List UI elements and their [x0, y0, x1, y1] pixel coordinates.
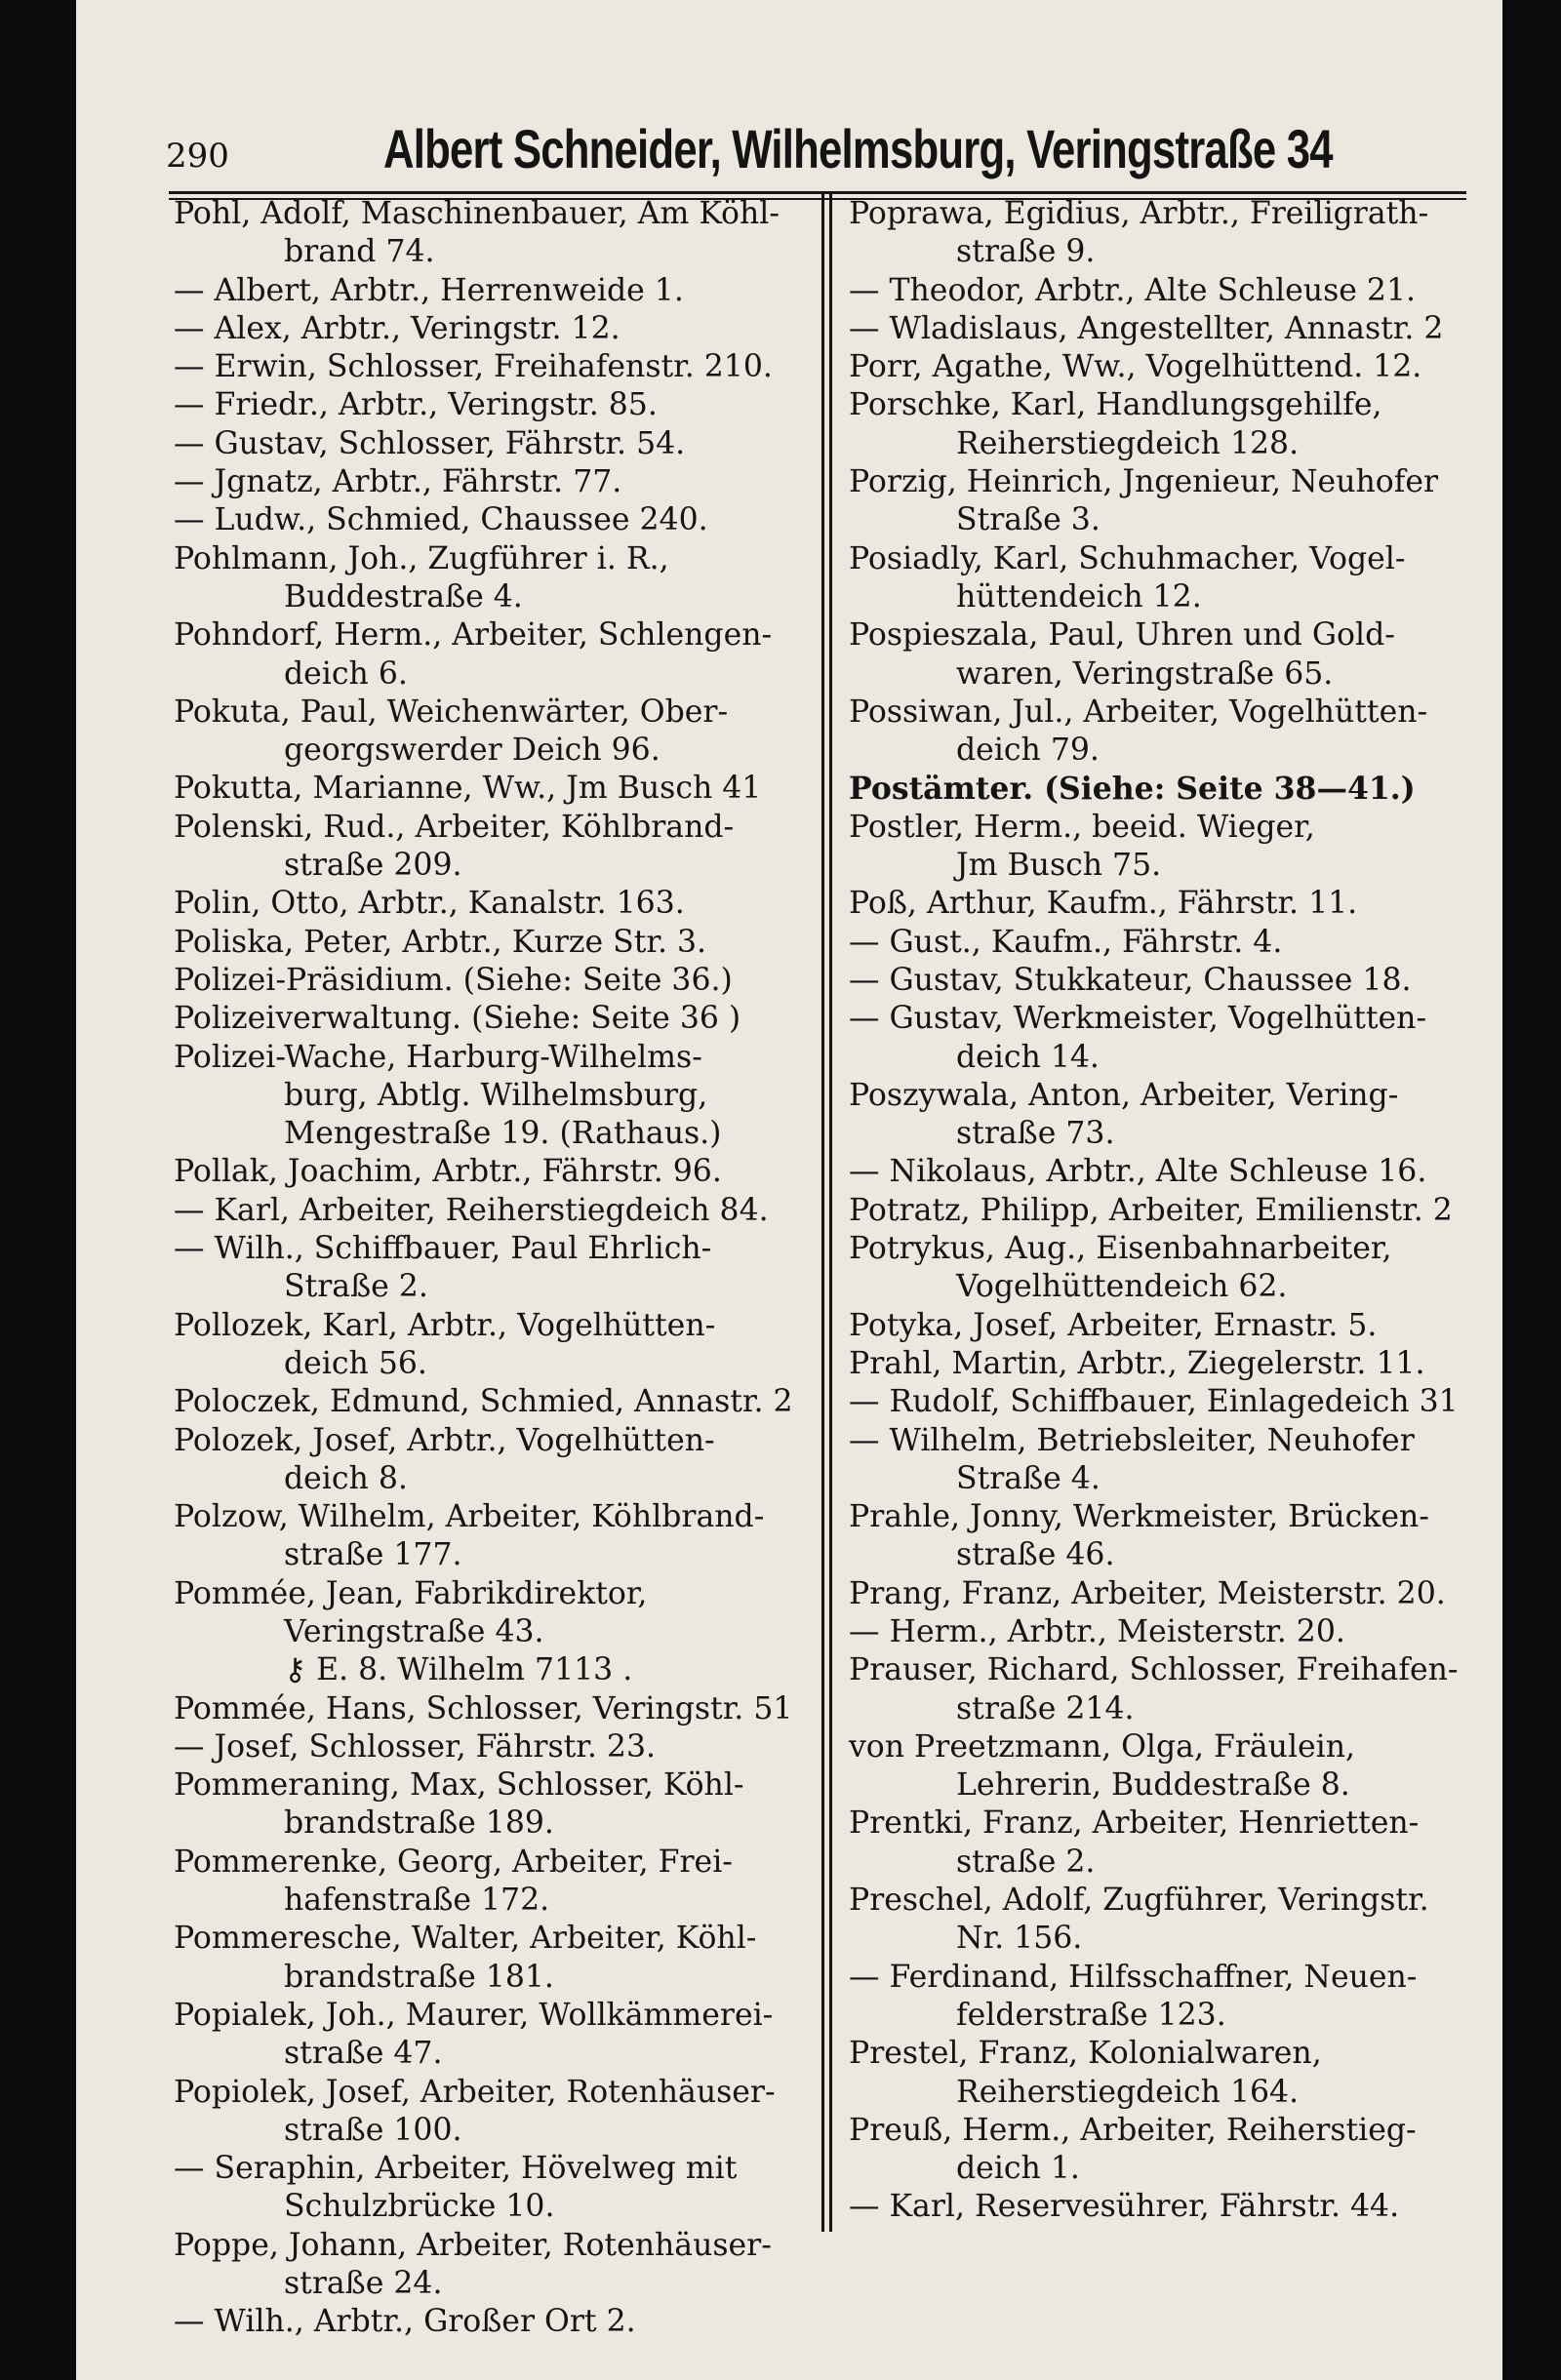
directory-entry: — Theodor, Arbtr., Alte Schleuse 21.	[849, 272, 1416, 308]
directory-entry: — Karl, Reservesührer, Fährstr. 44.	[849, 2189, 1400, 2225]
directory-entry: Pollozek, Karl, Arbtr., Vogelhütten- deich 56.	[174, 1307, 716, 1381]
directory-entry: Pohl, Adolf, Maschinenbauer, Am Köhl- brand 74.	[174, 196, 780, 270]
running-title: Albert Schneider, Wilhelmsburg, Veringstraße 34	[383, 118, 1333, 179]
directory-entry: Porr, Agathe, Ww., Vogelhüttend. 12.	[849, 349, 1422, 385]
directory-entry: — Nikolaus, Arbtr., Alte Schleuse 16.	[849, 1154, 1427, 1190]
directory-entry: Pospieszala, Paul, Uhren und Gold- waren, Veringstraße 65.	[849, 617, 1395, 692]
directory-entry: Poliska, Peter, Arbtr., Kurze Str. 3.	[174, 924, 707, 960]
directory-entry: Polzow, Wilhelm, Arbeiter, Köhlbrand- straße 177.	[174, 1499, 765, 1573]
directory-entry: — Wladislaus, Angestellter, Annastr. 2	[849, 310, 1444, 346]
header-rule-top	[169, 191, 1466, 194]
directory-entry: — Albert, Arbtr., Herrenweide 1.	[174, 272, 684, 308]
left-column	[174, 195, 891, 2342]
directory-entry: Polizei-Wache, Harburg-Wilhelms- burg, Abtlg. Wilhelmsburg, Mengestraße 19. (Rathaus.)	[174, 1039, 722, 1152]
directory-entry: — Wilhelm, Betriebsleiter, Neuhofer Straße 4.	[849, 1422, 1415, 1496]
right-column	[849, 195, 1502, 2227]
directory-entry: Prestel, Franz, Kolonialwaren, Reiherstiegdeich 164.	[849, 2036, 1322, 2110]
directory-entry: — Wilh., Arbtr., Großer Ort 2.	[174, 2304, 636, 2340]
directory-entry: Poß, Arthur, Kaufm., Fährstr. 11.	[849, 886, 1358, 922]
directory-entry: Postler, Herm., beeid. Wieger, Jm Busch 75.	[849, 809, 1315, 884]
directory-entry: Potratz, Philipp, Arbeiter, Emilienstr. 2	[849, 1192, 1453, 1228]
directory-entry: — Rudolf, Schiffbauer, Einlagedeich 31	[849, 1384, 1459, 1420]
directory-entry: — Karl, Arbeiter, Reiherstiegdeich 84.	[174, 1192, 769, 1228]
directory-entry: — Erwin, Schlosser, Freihafenstr. 210.	[174, 349, 773, 385]
directory-entry: Pommerenke, Georg, Arbeiter, Frei- hafenstraße 172.	[174, 1844, 733, 1919]
directory-entry: — Gust., Kaufm., Fährstr. 4.	[849, 924, 1283, 960]
directory-entry: von Preetzmann, Olga, Fräulein, Lehrerin, Buddestraße 8.	[849, 1728, 1356, 1804]
directory-entry: — Wilh., Schiffbauer, Paul Ehrlich- Straße 2.	[174, 1231, 712, 1305]
directory-entry: Poprawa, Egidius, Arbtr., Freiligrath- straße 9.	[849, 196, 1429, 270]
directory-entry: Pokutta, Marianne, Ww., Jm Busch 41	[174, 771, 762, 807]
directory-entry: Poszywala, Anton, Arbeiter, Vering- straße 73.	[849, 1077, 1399, 1152]
page-number: 290	[166, 137, 229, 176]
directory-entry: Polozek, Josef, Arbtr., Vogelhütten- deich 8.	[174, 1422, 715, 1496]
directory-entry: Pohlmann, Joh., Zugführer i. R., Buddestraße 4.	[174, 540, 669, 615]
directory-entry: Prahle, Jonny, Werkmeister, Brücken- straße 46.	[849, 1499, 1429, 1573]
directory-entry: Pokuta, Paul, Weichenwärter, Ober- georgswerder Deich 96.	[174, 694, 729, 769]
directory-entry: Prauser, Richard, Schlosser, Freihafen- straße 214.	[849, 1652, 1459, 1726]
page-header	[76, 109, 1502, 187]
directory-entry: Pommeresche, Walter, Arbeiter, Köhl- brandstraße 181.	[174, 1921, 757, 1995]
directory-entry: Polenski, Rud., Arbeiter, Köhlbrand- straße 209.	[174, 809, 735, 884]
directory-entry: Preschel, Adolf, Zugführer, Veringstr. Nr. 156.	[849, 1883, 1429, 1957]
directory-entry: Preuß, Herm., Arbeiter, Reiherstieg- deich 1.	[849, 2112, 1417, 2187]
directory-entry: Porzig, Heinrich, Jngenieur, Neuhofer Straße 3.	[849, 464, 1439, 538]
directory-entry: Pommeraning, Max, Schlosser, Köhl- brandstraße 189.	[174, 1767, 744, 1842]
directory-entry: Popiolek, Josef, Arbeiter, Rotenhäuser- straße 100.	[174, 2074, 776, 2148]
directory-entry: — Jgnatz, Arbtr., Fährstr. 77.	[174, 464, 622, 500]
directory-entry: — Ferdinand, Hilfsschaffner, Neuen- felderstraße 123.	[849, 1959, 1418, 2033]
directory-entry: — Seraphin, Arbeiter, Hövelweg mit Schulzbrücke 10.	[174, 2151, 738, 2225]
directory-entry: Popialek, Joh., Maurer, Wollkämmerei- straße 47.	[174, 1997, 774, 2072]
directory-entry: Potrykus, Aug., Eisenbahnarbeiter, Vogelhüttendeich 62.	[849, 1231, 1392, 1305]
directory-entry: Potyka, Josef, Arbeiter, Ernastr. 5.	[849, 1307, 1378, 1343]
directory-entry: — Gustav, Schlosser, Fährstr. 54.	[174, 425, 686, 461]
directory-entry: Pommée, Jean, Fabrikdirektor, Veringstraße 43. ⚷ E. 8. Wilhelm 7113 .	[174, 1575, 648, 1688]
directory-entry: — Ludw., Schmied, Chaussee 240.	[174, 502, 708, 538]
directory-entry: Polizeiverwaltung. (Siehe: Seite 36 )	[174, 1001, 741, 1037]
directory-entry: Polizei-Präsidium. (Siehe: Seite 36.)	[174, 962, 733, 998]
directory-entry: — Josef, Schlosser, Fährstr. 23.	[174, 1728, 657, 1765]
directory-entry: — Friedr., Arbtr., Veringstr. 85.	[174, 387, 658, 423]
directory-entry: Porschke, Karl, Handlungsgehilfe, Reiherstiegdeich 128.	[849, 387, 1382, 461]
directory-entry: Pohndorf, Herm., Arbeiter, Schlengen- deich 6.	[174, 617, 773, 692]
directory-entry: — Herm., Arbtr., Meisterstr. 20.	[849, 1613, 1345, 1649]
directory-entry: Prentki, Franz, Arbeiter, Henrietten- straße 2.	[849, 1805, 1420, 1880]
directory-entry: Posiadly, Karl, Schuhmacher, Vogel- hüttendeich 12.	[849, 540, 1406, 615]
directory-entry: Pollak, Joachim, Arbtr., Fährstr. 96.	[174, 1154, 722, 1190]
directory-entry: Poloczek, Edmund, Schmied, Annastr. 2	[174, 1384, 793, 1420]
directory-entry: Prahl, Martin, Arbtr., Ziegelerstr. 11.	[849, 1345, 1425, 1381]
directory-entry: Pommée, Hans, Schlosser, Veringstr. 51	[174, 1690, 793, 1726]
directory-entry: Possiwan, Jul., Arbeiter, Vogelhütten- deich 79.	[849, 694, 1428, 769]
directory-entry: Polin, Otto, Arbtr., Kanalstr. 163.	[174, 886, 685, 922]
directory-entry: — Alex, Arbtr., Veringstr. 12.	[174, 310, 620, 346]
directory-entry: Prang, Franz, Arbeiter, Meisterstr. 20.	[849, 1575, 1446, 1611]
directory-entry: — Gustav, Stukkateur, Chaussee 18.	[849, 962, 1412, 998]
directory-entry: — Gustav, Werkmeister, Vogelhütten- deich 14.	[849, 1001, 1427, 1075]
directory-entry: Poppe, Johann, Arbeiter, Rotenhäuser- straße 24.	[174, 2227, 772, 2302]
directory-page	[76, 0, 1502, 2380]
post-office-reference: Postämter. (Siehe: Seite 38—41.)	[849, 771, 1416, 808]
